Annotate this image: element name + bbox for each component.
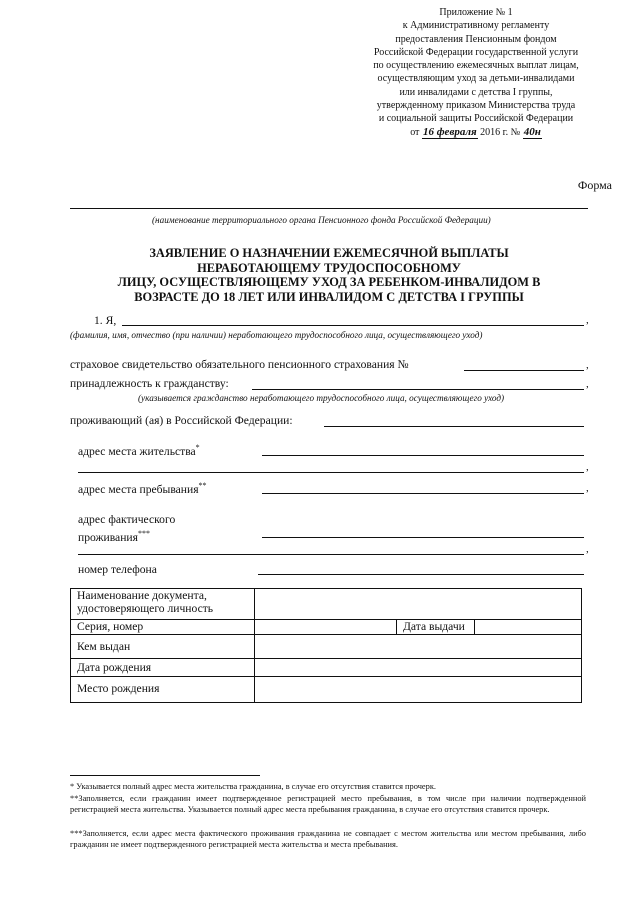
address-stay-text: адрес места пребывания — [78, 482, 199, 496]
annex-line: предоставления Пенсионным фондом — [395, 33, 557, 45]
footnote-mark: * — [195, 443, 200, 452]
doc-name-text: Наименование документа, — [77, 589, 207, 602]
comma: , — [586, 461, 589, 473]
annex-date-line — [330, 126, 622, 139]
footnote-mark: *** — [137, 529, 150, 538]
annex-line: и социальной защиты Российской Федерации — [378, 113, 574, 125]
annex-line: по осуществлению ежемесячных выплат лицам, — [373, 60, 579, 72]
organ-hint: (наименование территориального органа Пенсионного фонда Российской Федерации) — [152, 215, 491, 225]
date-prefix: от — [410, 126, 420, 138]
address-residence-text: адрес места жительства — [78, 444, 196, 458]
address-actual-label — [78, 513, 175, 545]
address-residence-line-2[interactable] — [78, 472, 584, 473]
address-actual-line1: адрес фактического — [78, 513, 176, 526]
fio-hint: (фамилия, имя, отчество (при наличии) неработающего трудоспособного лица, осуществляющего уход) — [70, 330, 483, 340]
handwritten-date: 16 февраля — [422, 125, 477, 138]
annex-line: к Административному регламенту — [402, 20, 550, 32]
comma: , — [586, 314, 589, 326]
issue-date-cell: Дата выдачи — [397, 620, 475, 635]
comma: , — [586, 482, 589, 494]
table-row — [71, 620, 582, 635]
footnote-2: **Заполняется, если гражданин имеет подтвержденное регистрацией место пребывания, в том числе при наличии подтвержденной регистрацией места жительства. Указывается полный адрес места пребывания гражданина, в случае его отсутствия ставится прочерк. — [70, 794, 586, 815]
series-cell: Серия, номер — [71, 620, 255, 635]
comma: , — [586, 359, 589, 371]
birth-place-value[interactable] — [255, 677, 582, 703]
issue-date-value[interactable] — [475, 620, 582, 635]
address-stay-line[interactable] — [262, 493, 584, 494]
birth-date-cell: Дата рождения — [71, 659, 255, 677]
title-line: ЗАЯВЛЕНИЕ О НАЗНАЧЕНИИ ЕЖЕМЕСЯЧНОЙ ВЫПЛАТЫ — [149, 246, 509, 260]
address-residence-line[interactable] — [262, 455, 584, 456]
table-row — [71, 589, 582, 620]
citizenship-line[interactable] — [252, 389, 584, 390]
table-row — [71, 659, 582, 677]
address-actual-line-2[interactable] — [78, 554, 584, 555]
form-title — [70, 246, 588, 304]
footnote-3: ***Заполняется, если адрес места фактического проживания гражданина не совпадает с местом жительства или местом пребывания, либо гражданин не имеет подтвержденного регистрацией места жительства и места пребывания. — [70, 829, 586, 850]
title-line: ЛИЦУ, ОСУЩЕСТВЛЯЮЩЕМУ УХОД ЗА РЕБЕНКОМ-ИНВАЛИДОМ В — [117, 275, 541, 289]
footnote-mark: ** — [198, 481, 207, 490]
address-residence-label — [78, 443, 200, 458]
id-document-table — [70, 588, 582, 703]
series-value[interactable] — [255, 620, 397, 635]
doc-name-cell — [71, 589, 255, 620]
residing-label: проживающий (ая) в Российской Федерации: — [70, 414, 293, 427]
address-stay-label — [78, 481, 207, 496]
birth-place-cell: Место рождения — [71, 677, 255, 703]
annex-line: осуществляющим уход за детьми-инвалидами — [377, 73, 575, 85]
issued-by-cell: Кем выдан — [71, 635, 255, 659]
ya-label: 1. Я, — [94, 314, 117, 327]
form-label: Форма — [577, 178, 612, 192]
organ-name-line[interactable] — [70, 208, 588, 209]
doc-name-value[interactable] — [255, 589, 582, 620]
citizenship-hint: (указывается гражданство неработающего трудоспособного лица, осуществляющего уход) — [138, 393, 505, 403]
residing-line[interactable] — [324, 426, 584, 427]
address-actual-line2 — [78, 527, 175, 545]
doc-name-text: удостоверяющего личность — [77, 602, 214, 615]
table-row — [71, 677, 582, 703]
title-line: НЕРАБОТАЮЩЕМУ ТРУДОСПОСОБНОМУ — [197, 260, 461, 275]
phone-label: номер телефона — [78, 563, 157, 576]
fio-line[interactable] — [122, 325, 584, 326]
handwritten-number: 40н — [523, 125, 541, 138]
annex-header — [330, 6, 622, 139]
comma: , — [586, 543, 589, 555]
phone-line[interactable] — [258, 574, 584, 575]
snils-line[interactable] — [464, 370, 584, 371]
annex-line: или инвалидами с детства I группы, — [399, 86, 553, 98]
citizenship-label: принадлежность к гражданству: — [70, 377, 229, 390]
annex-line: Приложение № 1 — [439, 7, 513, 18]
issued-by-value[interactable] — [255, 635, 582, 659]
footnote-divider — [70, 775, 260, 776]
address-actual-text: проживания — [78, 530, 138, 544]
birth-date-value[interactable] — [255, 659, 582, 677]
comma: , — [586, 378, 589, 390]
annex-line: Российской Федерации государственной услуги — [373, 46, 579, 58]
annex-line: утвержденному приказом Министерства труда — [376, 100, 576, 112]
address-actual-line[interactable] — [262, 537, 584, 538]
year: 2016 г. № — [480, 126, 521, 138]
snils-label: страховое свидетельство обязательного пенсионного страхования № — [70, 358, 409, 371]
footnote-1: * Указывается полный адрес места жительства гражданина, в случае его отсутствия ставится прочерк. — [70, 782, 436, 791]
title-line: ВОЗРАСТЕ ДО 18 ЛЕТ ИЛИ ИНВАЛИДОМ С ДЕТСТВА I ГРУППЫ — [134, 289, 524, 304]
table-row — [71, 635, 582, 659]
